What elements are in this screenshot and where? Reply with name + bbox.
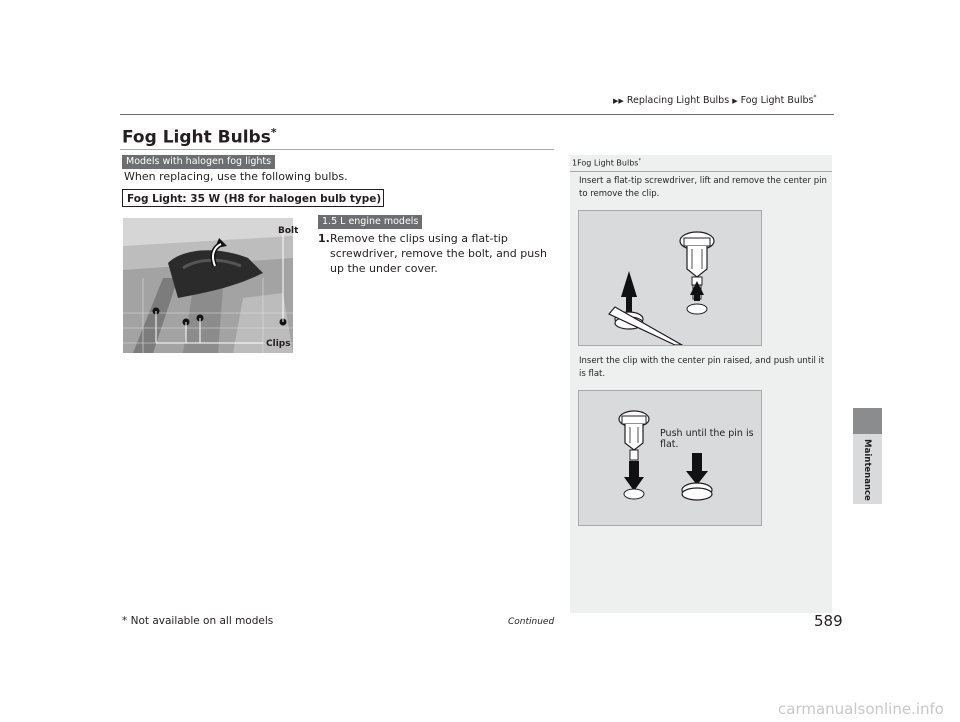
continued-label: Continued <box>508 617 555 627</box>
push-flat-caption: Push until the pin is flat. <box>660 428 754 450</box>
bulb-spec-box: Fog Light: 35 W (H8 for halogen bulb type) <box>122 189 384 207</box>
asterisk-mark: * <box>813 94 817 101</box>
sidebar-heading <box>572 158 641 168</box>
section-tab-marker <box>853 408 882 434</box>
heading-text: Fog Light Bulbs <box>577 158 639 168</box>
title-rule <box>120 149 554 150</box>
header-rule <box>120 114 834 115</box>
footnote: * Not available on all models <box>122 615 274 627</box>
clip-removal-illustration <box>579 211 761 345</box>
sidebar-rule <box>570 171 832 172</box>
heading-number: 1 <box>572 158 578 168</box>
engine-badge: 1.5 L engine models <box>318 215 422 229</box>
page-title <box>122 126 277 148</box>
step-number: 1. <box>318 232 330 245</box>
under-cover-illustration <box>123 218 293 353</box>
title-text: Fog Light Bulbs <box>122 127 271 148</box>
breadcrumb-item-replacing-light-bulbs[interactable]: Replacing Light Bulbs <box>626 95 730 107</box>
sidebar-paragraph-2: Insert the clip with the center pin raised, and push until it is flat. <box>579 356 825 379</box>
breadcrumb-item-fog-light-bulbs[interactable]: Fog Light Bulbs <box>740 95 814 107</box>
tab-label-text: Maintenance <box>862 439 872 501</box>
clips-label: Clips <box>266 339 291 349</box>
sidebar-paragraph-1: Insert a flat-tip screwdriver, lift and remove the center pin to remove the clip. <box>579 176 827 199</box>
models-badge: Models with halogen fog lights <box>122 155 275 169</box>
clip-removal-figure <box>578 210 762 346</box>
arrow-icon: ▶ <box>732 97 738 106</box>
watermark: carmanualsonline.info <box>778 700 944 718</box>
breadcrumb <box>613 94 816 106</box>
heading-asterisk: * <box>638 158 641 164</box>
section-tab-label <box>853 436 882 506</box>
step-1 <box>318 231 558 276</box>
page-number: 589 <box>814 612 843 630</box>
under-cover-photo <box>123 218 293 353</box>
title-asterisk: * <box>270 126 277 139</box>
intro-text: When replacing, use the following bulbs. <box>124 170 348 183</box>
double-arrow-icon: ▶▶ <box>613 97 624 106</box>
clip-install-figure <box>578 390 762 526</box>
clip-install-illustration <box>579 391 761 525</box>
bolt-label: Bolt <box>278 226 299 236</box>
step-text: Remove the clips using a flat-tip screwdriver, remove the bolt, and push up the under cover. <box>330 232 547 275</box>
